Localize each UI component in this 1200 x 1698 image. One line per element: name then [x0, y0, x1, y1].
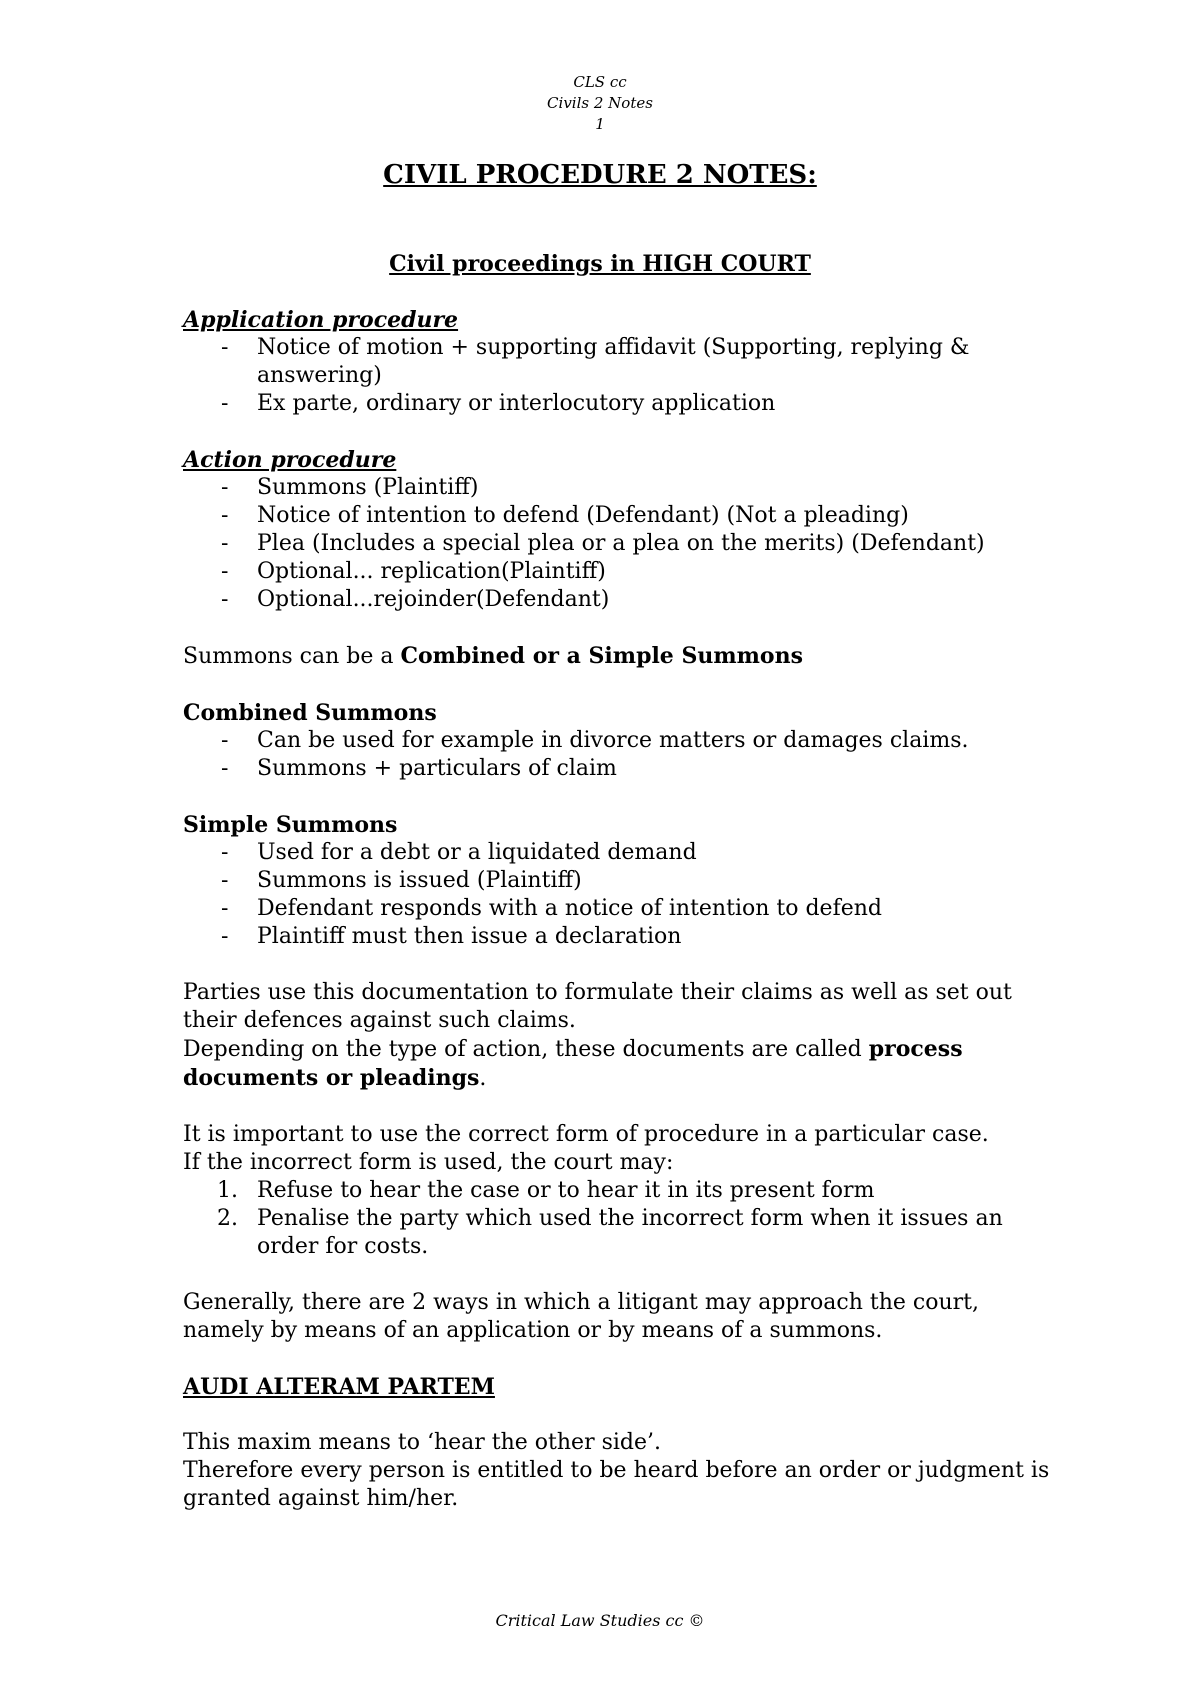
- correct-form-line-2: If the incorrect form is used, the court may:: [183, 1150, 674, 1175]
- audi-paragraph: [183, 1429, 1053, 1513]
- list-item: 2. Penalise the party which used the incorrect form when it issues an order for costs.: [217, 1206, 1003, 1259]
- document-title: CIVIL PROCEDURE 2 NOTES:: [383, 160, 817, 190]
- combined-summons-list: [183, 727, 1053, 783]
- list-item: - Plea (Includes a special plea or a plea on the merits) (Defendant): [221, 531, 985, 556]
- audi-alteram-partem-heading: AUDI ALTERAM PARTEM: [183, 1374, 495, 1400]
- combined-summons-heading: Combined Summons: [183, 700, 437, 726]
- section-subtitle: Civil proceedings in HIGH COURT: [389, 251, 811, 277]
- list-item: - Defendant responds with a notice of intention to defend: [221, 896, 882, 921]
- list-item: - Plaintiff must then issue a declaration: [221, 924, 682, 949]
- application-procedure-list: [183, 334, 1053, 418]
- page-header: [0, 72, 1200, 135]
- list-item: - Summons is issued (Plaintiff): [221, 868, 582, 893]
- list-item: 1. Refuse to hear the case or to hear it in its present form: [217, 1178, 875, 1203]
- action-procedure-heading: Action procedure: [183, 447, 397, 473]
- page-footer: Critical Law Studies cc ©: [495, 1611, 705, 1630]
- audi-line-2: Therefore every person is entitled to be heard before an order or judgment is granted against him/her.: [183, 1458, 1050, 1511]
- list-item: - Summons (Plaintiff): [221, 475, 479, 500]
- parties-paragraph: [183, 979, 1053, 1093]
- header-page-number: 1: [595, 115, 605, 133]
- simple-summons-list: [183, 839, 1053, 951]
- header-company: CLS cc: [573, 73, 627, 91]
- audi-line-1: This maxim means to ‘hear the other side’.: [183, 1430, 661, 1455]
- generally-paragraph: Generally, there are 2 ways in which a litigant may approach the court, namely by means of an application or by means of a summons.: [183, 1290, 979, 1343]
- document-body: [183, 160, 1053, 1513]
- action-procedure-list: [183, 474, 1053, 614]
- court-options-list: [183, 1177, 1053, 1261]
- header-course: Civils 2 Notes: [547, 94, 653, 112]
- list-item: - Ex parte, ordinary or interlocutory application: [221, 391, 776, 416]
- list-item: - Used for a debt or a liquidated demand: [221, 840, 697, 865]
- list-item: - Notice of intention to defend (Defendant) (Not a pleading): [221, 503, 909, 528]
- application-procedure-heading: Application procedure: [183, 307, 459, 333]
- summons-intro: Summons can be a Combined or a Simple Summons: [183, 643, 803, 669]
- simple-summons-heading: Simple Summons: [183, 812, 398, 838]
- list-item: - Optional... replication(Plaintiff): [221, 559, 606, 584]
- list-item: - Summons + particulars of claim: [221, 756, 617, 781]
- correct-form-paragraph: [183, 1121, 1053, 1261]
- list-item: - Notice of motion + supporting affidavit (Supporting, replying & answering): [221, 335, 970, 388]
- parties-line-2: Depending on the type of action, these documents are called process documents or pleadings.: [183, 1036, 963, 1091]
- list-item: - Can be used for example in divorce matters or damages claims.: [221, 728, 969, 753]
- list-item: - Optional...rejoinder(Defendant): [221, 587, 610, 612]
- parties-line-1: Parties use this documentation to formulate their claims as well as set out their defences against such claims.: [183, 980, 1012, 1033]
- correct-form-line-1: It is important to use the correct form of procedure in a particular case.: [183, 1122, 989, 1147]
